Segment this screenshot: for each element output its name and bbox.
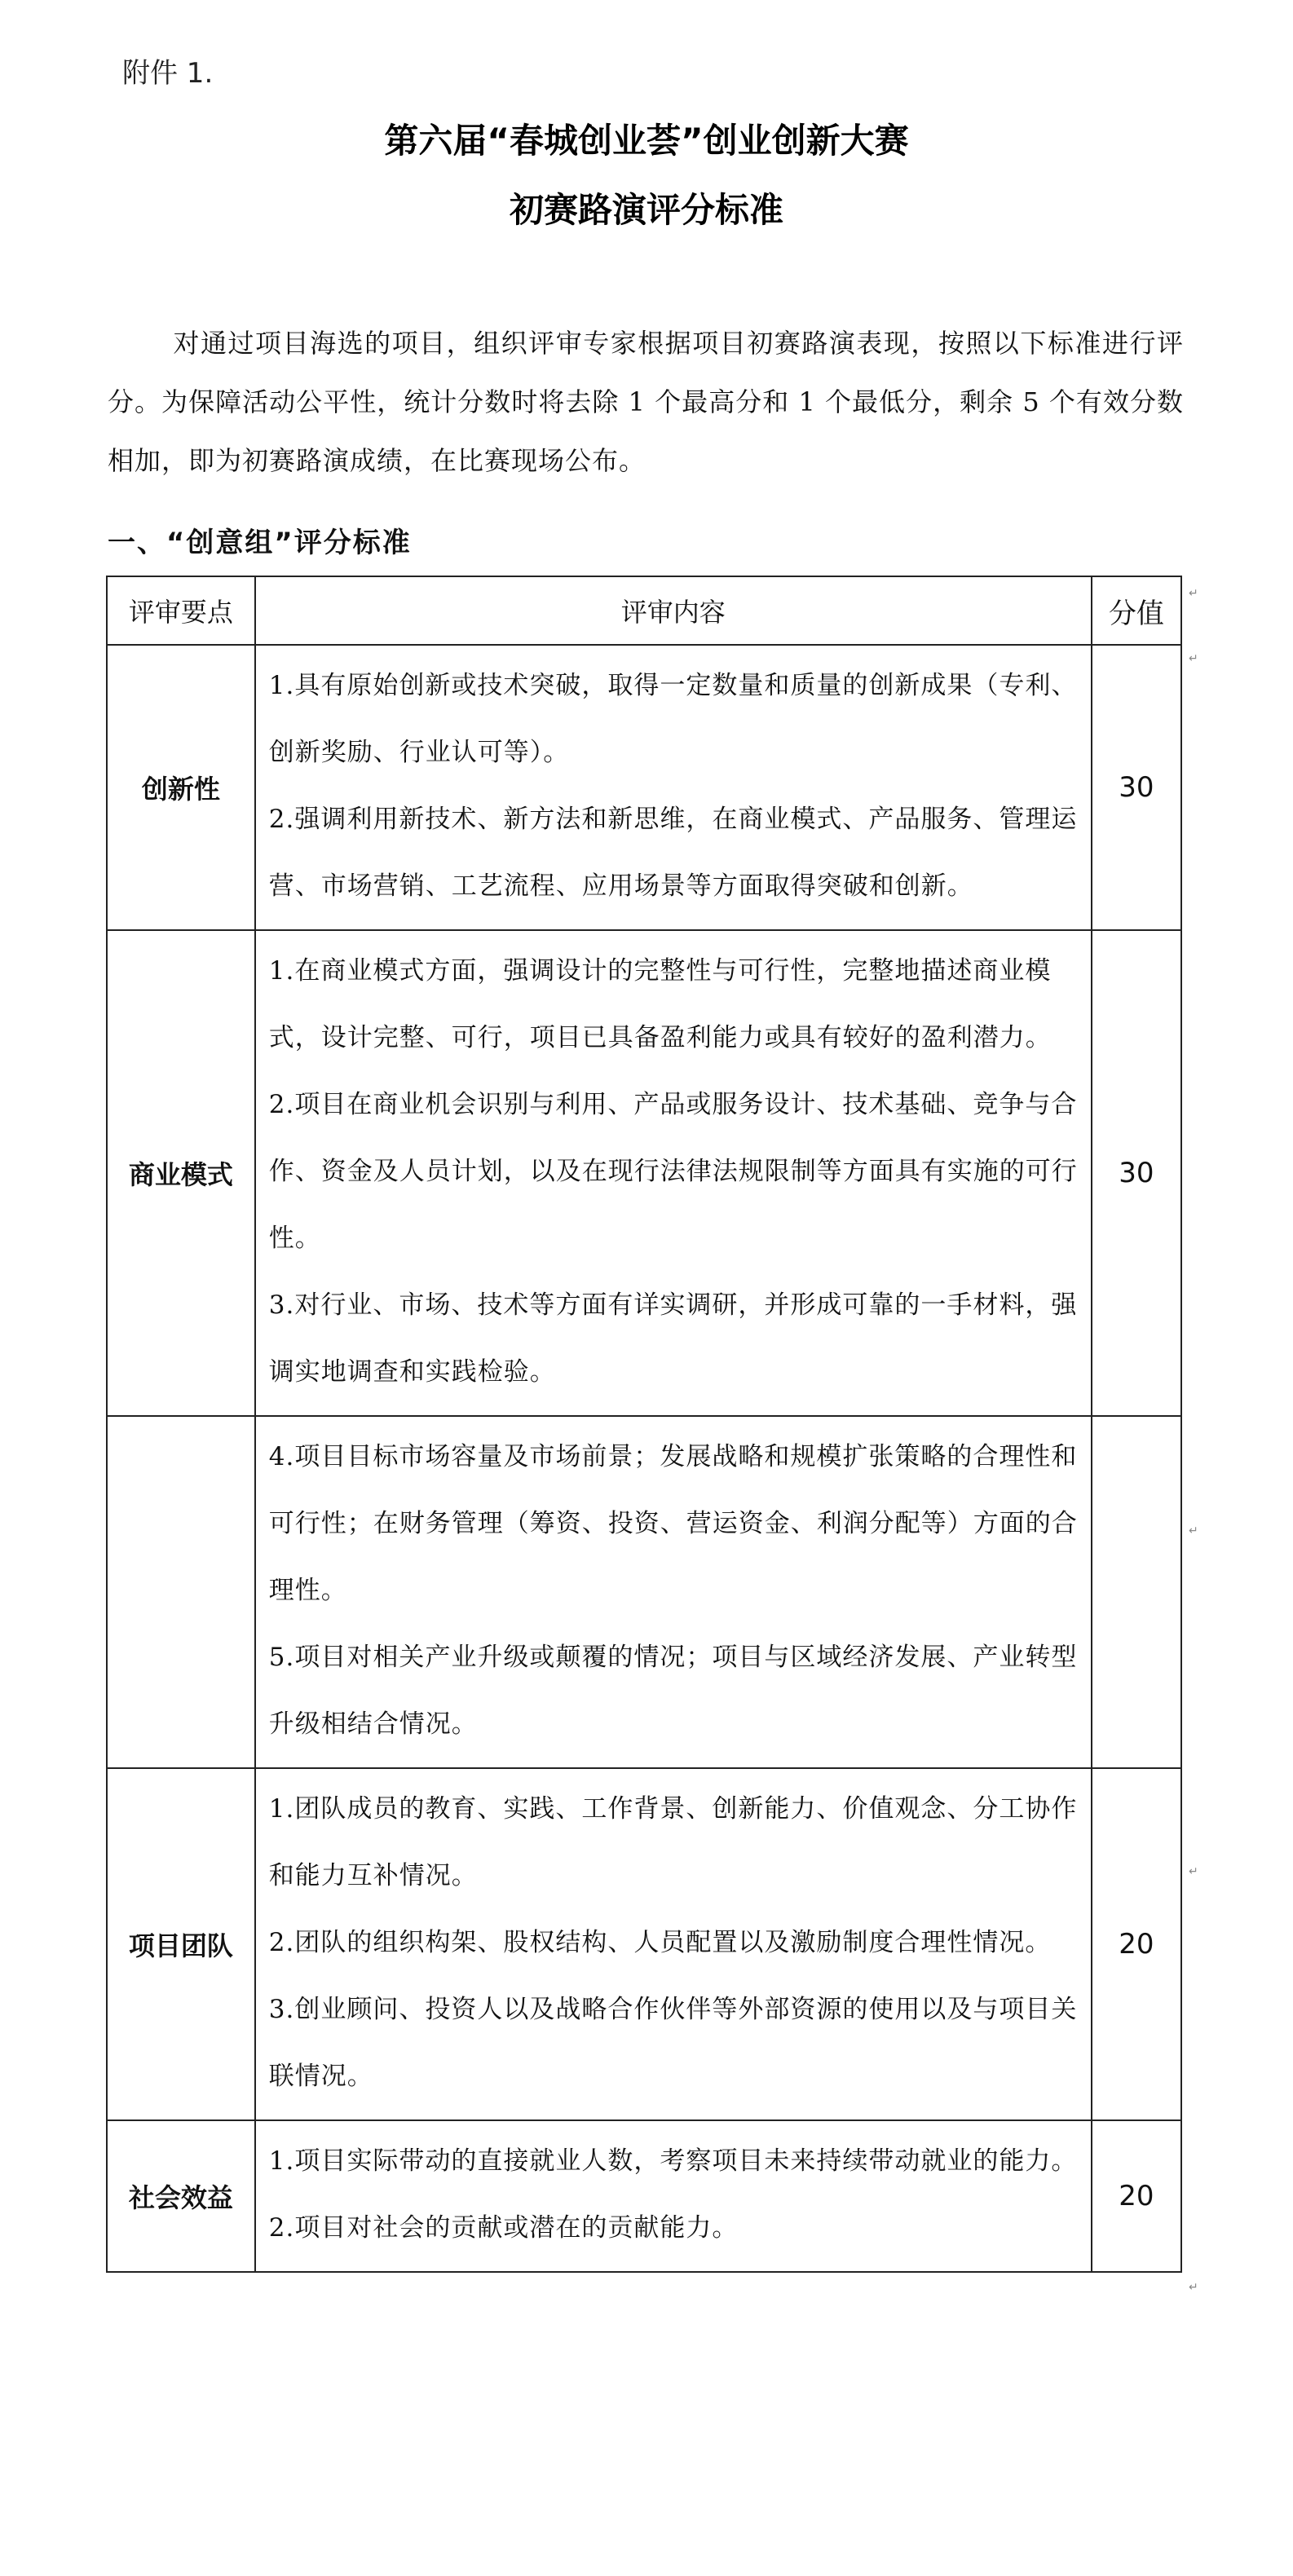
paragraph-mark-icon: ↵	[1189, 652, 1198, 665]
row-point: 商业模式	[107, 930, 255, 1416]
intro-paragraph	[108, 314, 1184, 490]
document-title: 第六届“春城创业荟”创业创新大赛	[384, 121, 909, 161]
paragraph-mark-icon: ↵	[1189, 587, 1198, 600]
list-item: 2.强调利用新技术、新方法和新思维，在商业模式、产品服务、管理运营、市场营销、工艺流程、应用场景等方面取得突破和创新。	[268, 805, 1078, 901]
header-point: 评审要点	[107, 576, 255, 645]
row-content	[255, 930, 1092, 1416]
list-item: 3.对行业、市场、技术等方面有详实调研，并形成可靠的一手材料，强调实地调查和实践检验。	[268, 1290, 1078, 1387]
row-score: 30	[1092, 930, 1181, 1416]
row-point: 项目团队	[107, 1768, 255, 2120]
row-score: 30	[1092, 645, 1181, 930]
attachment-label: 附件 1.	[122, 57, 214, 90]
list-item: 5.项目对相关产业升级或颠覆的情况；项目与区域经济发展、产业转型升级相结合情况。	[268, 1643, 1078, 1739]
row-score: 20	[1092, 1768, 1181, 2120]
table-row	[107, 2120, 1181, 2272]
row-content	[255, 2120, 1092, 2272]
list-item: 2.团队的组织构架、股权结构、人员配置以及激励制度合理性情况。	[268, 1928, 1052, 1957]
row-point: 创新性	[107, 645, 255, 930]
paragraph-mark-icon: ↵	[1189, 1865, 1198, 1878]
row-point: 社会效益	[107, 2120, 255, 2272]
intro-text: 对通过项目海选的项目，组织评审专家根据项目初赛路演表现，按照以下标准进行评分。为保障活动公平性，统计分数时将去除 1 个最高分和 1 个最低分，剩余 5 个有效分数相加，即为初赛路演成绩，在比赛现场公布。	[108, 328, 1184, 476]
document-subtitle: 初赛路演评分标准	[509, 190, 783, 230]
list-item: 1.在商业模式方面，强调设计的完整性与可行性，完整地描述商业模式，设计完整、可行，项目已具备盈利能力或具有较好的盈利潜力。	[268, 956, 1052, 1052]
row-content	[255, 645, 1092, 930]
row-content	[255, 1768, 1092, 2120]
table-header-row	[107, 576, 1181, 645]
row-score	[1092, 1416, 1181, 1768]
list-item: 2.项目在商业机会识别与利用、产品或服务设计、技术基础、竞争与合作、资金及人员计划，以及在现行法律法规限制等方面具有实施的可行性。	[268, 1090, 1078, 1253]
table-row	[107, 1416, 1181, 1768]
list-item: 1.项目实际带动的直接就业人数，考察项目未来持续带动就业的能力。	[268, 2146, 1078, 2176]
header-score: 分值	[1092, 576, 1181, 645]
list-item: 2.项目对社会的贡献或潜在的贡献能力。	[268, 2213, 739, 2243]
row-score: 20	[1092, 2120, 1181, 2272]
list-item: 3.创业顾问、投资人以及战略合作伙伴等外部资源的使用以及与项目关联情况。	[268, 1995, 1078, 2091]
row-point	[107, 1416, 255, 1768]
table-row	[107, 645, 1181, 930]
list-item: 1.团队成员的教育、实践、工作背景、创新能力、价值观念、分工协作和能力互补情况。	[268, 1794, 1078, 1890]
row-content	[255, 1416, 1092, 1768]
section-heading: 一、“创意组”评分标准	[108, 527, 412, 559]
list-item: 1.具有原始创新或技术突破，取得一定数量和质量的创新成果（专利、创新奖励、行业认可等）。	[268, 671, 1078, 767]
table-row	[107, 1768, 1181, 2120]
list-item: 4.项目目标市场容量及市场前景；发展战略和规模扩张策略的合理性和可行性；在财务管理（筹资、投资、营运资金、利润分配等）方面的合理性。	[268, 1442, 1078, 1605]
paragraph-mark-icon: ↵	[1189, 2281, 1198, 2294]
paragraph-mark-icon: ↵	[1189, 1524, 1198, 1537]
table-row	[107, 930, 1181, 1416]
scoring-table	[106, 576, 1182, 2273]
header-content: 评审内容	[255, 576, 1092, 645]
